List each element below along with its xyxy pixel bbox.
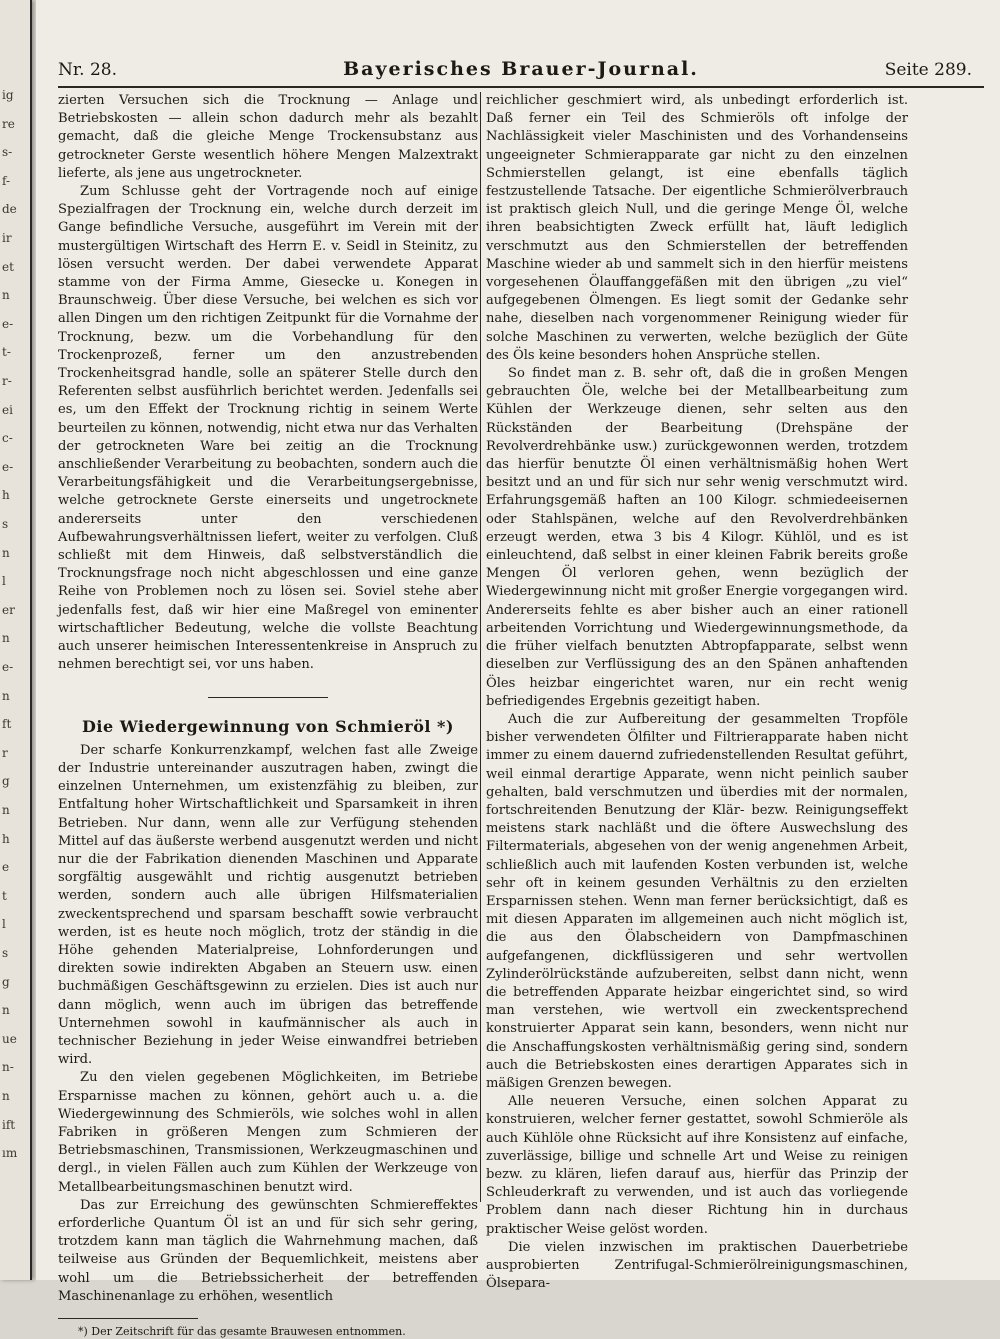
right-column	[486, 92, 908, 1293]
margin-fragment: ift	[2, 1117, 16, 1132]
margin-fragment: ir	[2, 231, 12, 245]
margin-fragment: n-	[2, 1060, 14, 1075]
margin-fragment: s	[2, 946, 9, 960]
paragraph: Zum Schlusse geht der Vortragende noch auf einige Spezialfragen der Trocknung ein, welche durch derzeit im Gange befindliche Versuche, ausgeführt im Verein mit der mustergültigen Wirtschaft des Herrn E. v. Seidl in Steinitz, zu lösen versucht werden. Der dabei verwendete Apparat stamme von der Firma Amme, Giesecke u. Konegen in Braunschweig. Über diese Versuche, bei welchen es sich vor allen Dingen um den richtigen Zeitpunkt für die Vornahme der Trocknung, bezw. um die Vorbehandlung für den Trockenprozeß, ferner um den anzustrebenden Trockenheitsgrad handle, solle an späterer Stelle durch den Referenten selbst ausführlich berichtet werden. Jedenfalls sei es, um den Effekt der Trocknung richtig in seinem Werte beurteilen zu können, notwendig, nicht etwa nur das Verhalten der getrockneten Ware bei zeitig an die Trocknung anschließender Verarbeitung zu beobachten, sondern auch die Verarbeitungsfähigkeit und die Verarbeitungsergebnisse, welche getrocknete Gerste einerseits und ungetrocknete andererseits unter den verschiedenen Aufbewahrungsverhältnissen liefert, weiter zu verfolgen. Cluß schließt mit dem Hinweis, daß selbstverständlich die Trocknungsfrage noch nicht abgeschlossen und eine ganze Reihe von Problemen noch zu lösen sei. Soviel stehe aber jedenfalls fest, daß wir hier eine Maßregel von eminenter wirtschaftlicher Bedeutung, welche die vollste Beachtung auch unserer heimischen Interessentenkreise in Anspruch zu nehmen berechtigt sei, vor uns haben.	[58, 184, 478, 673]
left-column	[58, 92, 478, 1339]
margin-fragment: s	[2, 517, 9, 531]
margin-fragment: n	[2, 803, 10, 817]
margin-fragment: e-	[2, 316, 14, 331]
margin-fragment: t	[2, 888, 7, 903]
margin-fragment: r-	[2, 374, 12, 388]
margin-fragment: re	[2, 116, 15, 131]
margin-fragment: l	[2, 917, 6, 932]
paragraph: So findet man z. B. sehr oft, daß die in großen Mengen gebrauchten Öle, welche bei der Metallbearbeitung zum Kühlen der Werkzeuge dienen, sehr selten aus den Rückständen der Bearbeitung (Drehspäne der Revolverdrehbänke usw.) zurückgewonnen werden, trotzdem das hierfür benutzte Öl einen verhältnismäßig hohen Wert besitzt und an und für sich nur sehr wenig verschmutzt wird. Erfahrungsgemäß haften an 100 Kilogr. schmiedeeisernen oder Stahlspänen, welche auf den Revolverdrehbänken erzeugt werden, etwa 3 bis 4 Kilogr. Kühlöl, und es ist einleuchtend, daß selbst in einer kleinen Fabrik bereits große Mengen Öl verloren gehen, wenn bezüglich der Wiedergewinnung nicht mit großer Energie vorgegangen wird. Andererseits fehlte es aber bisher auch an einer rationell arbeitenden Vorrichtung und Wiedergewinnungsmethode, da die früher vielfach benutzten Abtropfapparate, selbst wenn dieselben zur Verflüssigung des an den Spänen anhaftenden Öles heizbar eingerichtet waren, nur ein recht wenig befriedigendes Ergebnis gezeitigt haben.	[486, 366, 908, 709]
margin-fragment: ft	[2, 717, 12, 732]
margin-fragment: de	[2, 202, 17, 217]
paragraph: Auch die zur Aufbereitung der gesammelten Tropföle bisher verwendeten Ölfilter und Filtrierapparate haben nicht immer zu einem dauernd zufriedenstellenden Resultat geführt, weil einmal derartige Apparate, wenn nicht peinlich sauber gehalten, bald verschmutzen und überdies mit der normalen, fortschreitenden Benutzung der Klär- bezw. Reinigungseffekt meistens stark nachläßt und die öftere Auswechslung des Filtermaterials, abgesehen von der wenig angenehmen Arbeit, schließlich auch mit laufenden Kosten verbunden ist, welche sehr oft in keinem gesunden Verhältnis zu den erzielten Ersparnissen stehen. Wenn man ferner berücksichtigt, daß es mit diesen Apparaten im allgemeinen auch nicht möglich ist, die aus den Ölabscheidern von Dampfmaschinen aufgefangenen, dickflüssigeren und sehr wertvollen Zylinderölrückstände aufzubereiten, selbst dann nicht, wenn die betreffenden Apparate heizbar eingerichtet sind, so wird man verstehen, wie wertvoll ein zweckentsprechend konstruierter Apparat sein kann, besonders, wenn nicht nur die Anschaffungskosten verhältnismäßig gering sind, sondern auch die Betriebskosten eines derartigen Apparates sich in mäßigen Grenzen bewegen.	[486, 711, 908, 1091]
margin-fragment: l	[2, 574, 6, 589]
margin-fragment: e	[2, 860, 10, 875]
margin-fragment: ım	[2, 1146, 18, 1161]
article-title: Die Wiedergewinnung von Schmieröl *)	[82, 716, 454, 736]
issue-number: Nr. 28.	[58, 60, 117, 80]
page-number: Seite 289.	[884, 60, 972, 80]
margin-fragment: f-	[2, 173, 11, 188]
page-header	[58, 52, 984, 88]
margin-fragment: n	[2, 545, 10, 560]
margin-fragment: h	[2, 831, 10, 846]
margin-fragment: e-	[2, 459, 14, 474]
margin-fragment: n	[2, 288, 10, 303]
margin-fragment: g	[2, 774, 10, 789]
newspaper-page	[36, 0, 1000, 1338]
paragraph: Zu den vielen gegebenen Möglichkeiten, im Betriebe Ersparnisse machen zu können, gehört auch u. a. die Wiedergewinnung des Schmieröls, wie solches wohl in allen Fabriken in größeren Mengen zum Schmieren der Betriebsmaschinen, Transmissionen, Werkzeugmaschinen und dergl., in vielen Fällen auch zum Kühlen der Werkzeuge von Metallbearbeitungsmaschinen benutzt wird.	[58, 1070, 478, 1195]
journal-title: Bayerisches Brauer-Journal.	[343, 58, 699, 80]
paragraph: Alle neueren Versuche, einen solchen Apparat zu konstruieren, welcher ferner gestattet, sowohl Schmieröle als auch Kühlöle ohne Rücksicht auf ihre Konsistenz auf einfache, zuverlässige, billige und schnelle Art und Weise zu reinigen bezw. zu klären, liefen darauf aus, hierfür das Prinzip der Schleuderkraft zu verwenden, und ist auch das vorliegende Problem dann nach dieser Richtung hin in durchaus praktischer Weise gelöst worden.	[486, 1094, 908, 1237]
margin-fragment: t-	[2, 345, 11, 360]
margin-fragment: g	[2, 974, 10, 989]
footnote: *) Der Zeitschrift für das gesamte Brauwesen entnommen.	[78, 1325, 406, 1338]
margin-fragment: ig	[2, 88, 14, 102]
paragraph: zierten Versuchen sich die Trocknung — Anlage und Betriebskosten — allein schon dadurch mehr als bezahlt gemacht, daß die gleiche Menge Trockensubstanz aus getrockneter Gerste wesentlich höhere Mengen Malzextrakt lieferte, als jene aus ungetrockneter.	[58, 93, 478, 181]
margin-fragment: ei	[2, 402, 13, 417]
margin-fragment: c-	[2, 431, 13, 446]
margin-fragment: n	[2, 631, 10, 646]
paragraph: Die vielen inzwischen im praktischen Dauerbetriebe ausprobierten Zentrifugal-Schmierölreinigungsmaschinen, Ölsepara-	[486, 1239, 908, 1292]
margin-fragment: et	[2, 259, 14, 274]
margin-fragment: h	[2, 488, 10, 503]
paragraph: Das zur Erreichung des gewünschten Schmiereffektes erforderliche Quantum Öl ist an und für sich sehr gering, trotzdem kann man täglich die Wahrnehmung machen, daß teilweise aus Gründen der Bequemlichkeit, meistens aber wohl um die Betriebssicherheit der betreffenden Maschinenanlage zu erhöhen, wesentlich	[58, 1197, 478, 1304]
margin-fragment: ue	[2, 1031, 17, 1046]
paragraph: reichlicher geschmiert wird, als unbedingt erforderlich ist. Daß ferner ein Teil des Schmieröls oft infolge der Nachlässigkeit vieler Maschinisten und des Vorhandenseins ungeeigneter Schmierapparate gar nicht zu den einzelnen Schmierstellen gelangt, ist eine ebenfalls täglich festzustellende Tatsache. Der eigentliche Schmierölverbrauch ist praktisch gleich Null, und die geringe Menge Öl, welche ihren beabsichtigten Zweck erfüllt hat, läuft lediglich verschmutzt aus den Schmierstellen der betreffenden Maschine wieder ab und sammelt sich in den hierfür meistens vorgesehenen Ölauffanggefäßen mit den übrigen „zu viel“ aufgegebenen Ölmengen. Es liegt somit der Gedanke sehr nahe, dieselben nach vorgenommener Reinigung wieder für solche Maschinen zu verwerten, welche bezüglich der Güte des Öls keine besonders hohen Ansprüche stellen.	[486, 93, 908, 363]
column-divider	[480, 92, 481, 1202]
previous-page-edge	[0, 0, 32, 1280]
margin-fragment: s-	[2, 145, 13, 160]
section-separator	[208, 697, 328, 698]
margin-fragment: n	[2, 1003, 10, 1018]
margin-fragment: n	[2, 688, 10, 703]
footnote-rule	[58, 1318, 198, 1319]
paragraph: Der scharfe Konkurrenzkampf, welchen fast alle Zweige der Industrie untereinander auszutragen haben, zwingt die einzelnen Unternehmen, um existenzfähig zu bleiben, zur Entfaltung hoher Wirtschaftlichkeit und Sparsamkeit in ihren Betrieben. Nur dann, wenn alle zur Verfügung stehenden Mittel auf das äußerste werbend ausgenutzt werden und nicht nur die der Fabrikation dienenden Maschinen und Apparate sorgfältig ausgewählt und richtig ausgenutzt betrieben werden, sondern auch alle übrigen Hilfsmaterialien zweckentsprechend und sparsam beschafft sowie verbraucht werden, ist es heute noch möglich, trotz der ständig in die Höhe gehenden Materialpreise, Lohnforderungen und direkten sowie indirekten Abgaben an Steuern usw. einen buchmäßigen Geschäftsgewinn zu erzielen. Dies ist auch nur dann möglich, wenn auch im übrigen das betreffende Unternehmen sowohl in kaufmännischer als auch in technischer Beziehung in jeder Weise einwandfrei betrieben wird.	[58, 742, 478, 1068]
margin-fragment: r	[2, 745, 8, 760]
margin-fragment: n	[2, 1089, 10, 1103]
margin-fragment: e-	[2, 660, 14, 674]
margin-fragment: er	[2, 602, 15, 617]
